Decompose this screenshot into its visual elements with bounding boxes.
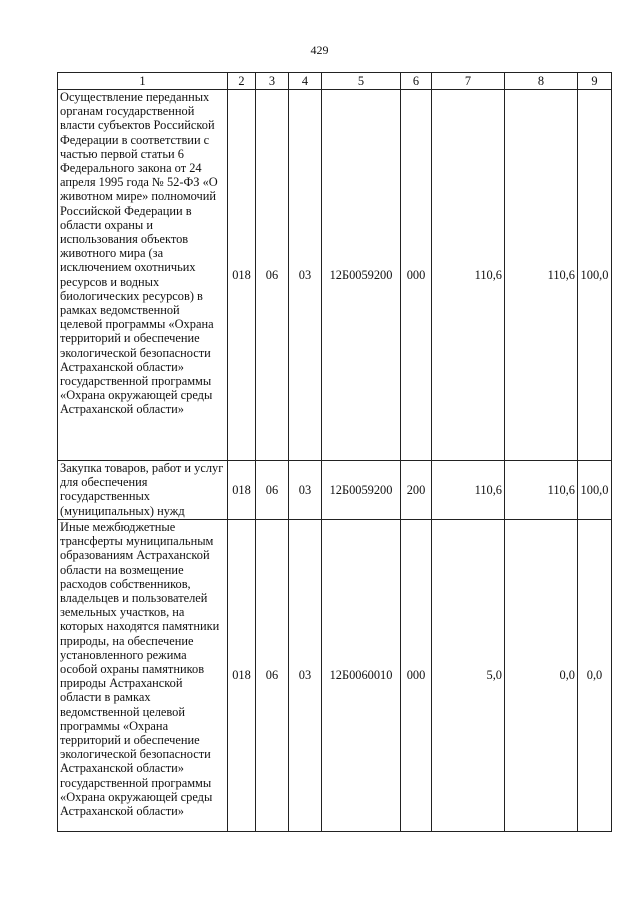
column-header-4: 4 <box>289 73 322 90</box>
cell-target-article: 12Б0059200 <box>322 90 401 461</box>
cell-executed: 0,0 <box>505 520 578 832</box>
cell-percent: 0,0 <box>578 520 612 832</box>
table-row <box>58 90 612 461</box>
cell-percent: 100,0 <box>578 461 612 520</box>
table-row <box>58 520 612 832</box>
cell-ministry-code: 018 <box>228 520 256 832</box>
header-row <box>58 73 612 90</box>
column-header-9: 9 <box>578 73 612 90</box>
cell-expense-type: 200 <box>401 461 432 520</box>
row-description: Иные межбюджетные трансферты муниципальным образованиям Астраханской области на возмещение расходов собственников, владельцев и пользователей земельных участков, на которых находятся памятники природы, на обеспечение установленного режима особой охраны памятников природы Астраханской области в рамках ведомственной целевой программы «Охрана территорий и обеспечение экологической безопасности Астраханской области» государственной программы «Охрана окружающей среды Астраханской области» <box>58 520 228 832</box>
cell-section: 06 <box>256 461 289 520</box>
row-description: Осуществление переданных органам государственной власти субъектов Российской Федерации в соответствии с частью первой статьи 6 Федерального закона от 24 апреля 1995 года № 52-ФЗ «О животном мире» полномочий Российской Федерации в области охраны и использования объектов животного мира (за исключением охотничьих ресурсов и водных биологических ресурсов) в рамках ведомственной целевой программы «Охрана территорий и обеспечение экологической безопасности Астраханской области» государственной программы «Охрана окружающей среды Астраханской области» <box>58 90 228 461</box>
cell-ministry-code: 018 <box>228 90 256 461</box>
cell-expense-type: 000 <box>401 520 432 832</box>
column-header-7: 7 <box>432 73 505 90</box>
column-header-6: 6 <box>401 73 432 90</box>
cell-planned: 5,0 <box>432 520 505 832</box>
cell-section: 06 <box>256 90 289 461</box>
column-header-8: 8 <box>505 73 578 90</box>
table-row <box>58 461 612 520</box>
column-header-1: 1 <box>58 73 228 90</box>
row-description: Закупка товаров, работ и услуг для обеспечения государственных (муниципальных) нужд <box>58 461 228 520</box>
cell-executed: 110,6 <box>505 90 578 461</box>
cell-ministry-code: 018 <box>228 461 256 520</box>
cell-planned: 110,6 <box>432 90 505 461</box>
cell-target-article: 12Б0059200 <box>322 461 401 520</box>
column-header-5: 5 <box>322 73 401 90</box>
cell-section: 06 <box>256 520 289 832</box>
cell-target-article: 12Б0060010 <box>322 520 401 832</box>
column-header-2: 2 <box>228 73 256 90</box>
cell-percent: 100,0 <box>578 90 612 461</box>
budget-table <box>57 72 612 832</box>
cell-expense-type: 000 <box>401 90 432 461</box>
cell-executed: 110,6 <box>505 461 578 520</box>
cell-subsection: 03 <box>289 520 322 832</box>
cell-planned: 110,6 <box>432 461 505 520</box>
cell-subsection: 03 <box>289 90 322 461</box>
cell-subsection: 03 <box>289 461 322 520</box>
column-header-3: 3 <box>256 73 289 90</box>
page-number: 429 <box>310 43 329 57</box>
